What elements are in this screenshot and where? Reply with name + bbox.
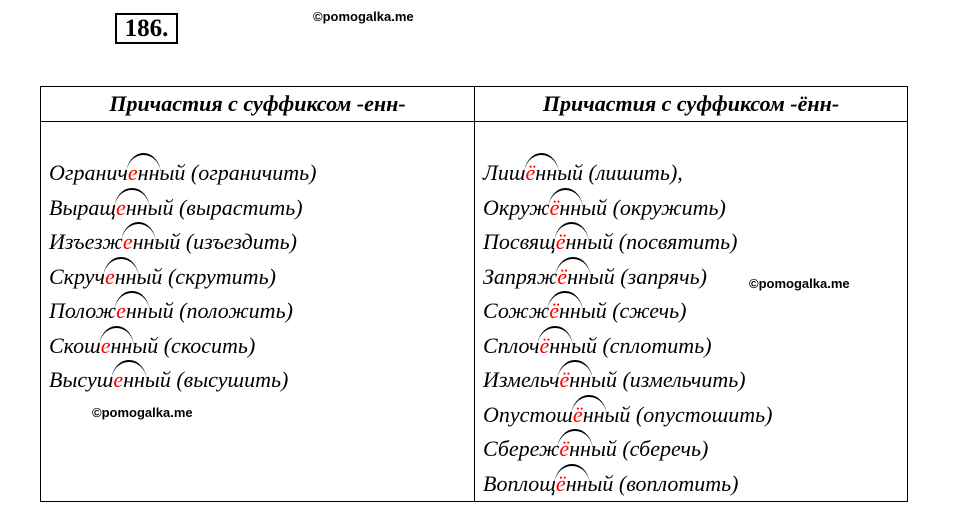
word-stem: Скруч [49,263,105,289]
suffix-arc-mark [539,329,571,364]
watermark: ©pomogalka.me [92,405,193,420]
suffix-arc-mark [559,432,591,467]
word-ending: ый [144,367,171,392]
suffix-arc-mark [550,191,582,226]
word-stem: Посвящ [483,229,556,254]
source-verb: (опустошить) [635,401,773,427]
suffix-vowel: ё [559,367,570,392]
word-stem: Сбереж [483,436,560,461]
participles-table [40,86,908,502]
suffix-consonants: нн [558,298,581,323]
participle-entry [483,432,907,467]
suffix-consonants: нн [565,470,588,496]
word-ending: ый [581,194,608,220]
participle-entry [49,329,474,364]
source-verb: (изъездить) [185,229,298,254]
word-stem: Опустош [483,401,573,427]
source-verb: (скосить) [163,332,256,358]
suffix-consonants: нн [125,194,148,220]
word-ending: ый [154,229,181,254]
word-stem: Лиш [483,160,526,185]
participle-entry [483,156,907,191]
suffix-arc-mark [556,225,588,260]
suffix-arc-mark [128,156,160,191]
suffix-vowel: е [127,160,138,185]
word-ending: ый [591,367,617,392]
source-verb: (лишить), [588,160,683,185]
suffix-vowel: е [104,263,115,289]
source-verb: (запрячь) [620,263,707,289]
source-verb: (высушить) [176,367,289,392]
word-stem: Сожж [483,298,550,323]
participle-entry [49,294,474,329]
word-stem: Измельч [483,367,560,392]
word-stem: Сплоч [483,332,540,358]
source-verb: (скрутить) [167,263,276,289]
suffix-arc-mark [573,398,605,433]
suffix-vowel: е [122,229,133,254]
suffix-vowel: ё [525,160,536,185]
participle-entry [483,225,907,260]
source-verb: (окружить) [612,194,726,220]
participle-entry [483,329,907,364]
exercise-number: 186. [115,13,178,44]
word-ending: ый [587,229,614,254]
suffix-arc-mark [526,156,558,191]
suffix-consonants: нн [549,332,572,358]
word-ending: ый [557,160,584,185]
suffix-arc-mark [113,363,145,398]
participle-entry [49,156,474,191]
suffix-vowel: ё [555,229,566,254]
column-header-enn: Причастия с суффиксом -енн- [41,87,475,122]
suffix-consonants: нн [123,367,145,392]
suffix-arc-mark [123,225,155,260]
word-ending: ый [571,332,597,358]
word-ending: ый [587,470,614,496]
word-stem: Скош [49,332,101,358]
word-ending: ый [159,160,186,185]
word-ending: ый [604,401,631,427]
word-stem: Окруж [483,194,550,220]
table-body-row [41,122,908,502]
source-verb: (сжечь) [612,298,687,323]
word-ending: ый [580,298,607,323]
suffix-arc-mark [557,260,589,295]
source-verb: (сберечь) [622,436,709,461]
source-verb: (вырастить) [178,194,303,220]
suffix-vowel: е [116,298,126,323]
suffix-vowel: ё [557,263,568,289]
suffix-vowel: ё [549,194,560,220]
word-ending: ый [147,194,174,220]
word-ending: ый [590,436,617,461]
source-verb: (измельчить) [622,367,746,392]
suffix-vowel: е [115,194,126,220]
suffix-consonants: нн [535,160,558,185]
suffix-vowel: ё [559,436,570,461]
suffix-vowel: ё [572,401,583,427]
suffix-consonants: нн [125,298,148,323]
suffix-arc-mark [105,260,137,295]
suffix-arc-mark [101,329,133,364]
word-stem: Запряж [483,263,558,289]
word-stem: Воплощ [483,470,556,496]
participle-entry [49,225,474,260]
source-verb: (сплотить) [602,332,712,358]
word-stem: Огранич [49,160,128,185]
suffix-consonants: нн [110,332,133,358]
participle-entry [49,260,474,295]
watermark: ©pomogalka.me [313,9,414,24]
watermark: ©pomogalka.me [749,276,850,291]
suffix-arc-mark [116,294,148,329]
source-verb: (положить) [179,298,293,323]
suffix-arc-mark [559,363,591,398]
suffix-consonants: нн [114,263,137,289]
source-verb: (воплотить) [618,470,739,496]
suffix-vowel: е [100,332,111,358]
word-ending: ый [588,263,615,289]
column-header-yonn: Причастия с суффиксом -ённ- [475,87,908,122]
suffix-consonants: нн [582,401,605,427]
suffix-consonants: нн [569,367,592,392]
word-ending: ый [136,263,163,289]
word-stem: Выращ [49,194,116,220]
participle-entry [483,363,907,398]
table-header-row [41,87,908,122]
suffix-vowel: е [113,367,124,392]
suffix-consonants: нн [565,229,588,254]
participle-entry [483,467,907,502]
suffix-consonants: нн [559,194,582,220]
suffix-vowel: ё [555,470,566,496]
suffix-arc-mark [116,191,148,226]
suffix-vowel: ё [539,332,550,358]
participle-entry [49,191,474,226]
participle-entry [483,191,907,226]
word-stem: Полож [49,298,117,323]
source-verb: (посвятить) [618,229,738,254]
participle-entry [49,363,474,398]
suffix-consonants: нн [132,229,155,254]
word-ending: ый [132,332,159,358]
word-list-yonn [475,122,907,501]
suffix-arc-mark [556,467,588,502]
column-enn [41,122,475,502]
word-list-enn [41,122,474,398]
participle-entry [483,398,907,433]
suffix-vowel: ё [549,298,559,323]
suffix-arc-mark [549,294,581,329]
source-verb: (ограничить) [190,160,317,185]
suffix-consonants: нн [567,263,589,289]
word-stem: Высуш [49,367,114,392]
word-ending: ый [147,298,174,323]
word-stem: Изъезж [49,229,123,254]
suffix-consonants: нн [569,436,591,461]
participle-entry [483,294,907,329]
column-yonn [475,122,908,502]
suffix-consonants: нн [137,160,160,185]
